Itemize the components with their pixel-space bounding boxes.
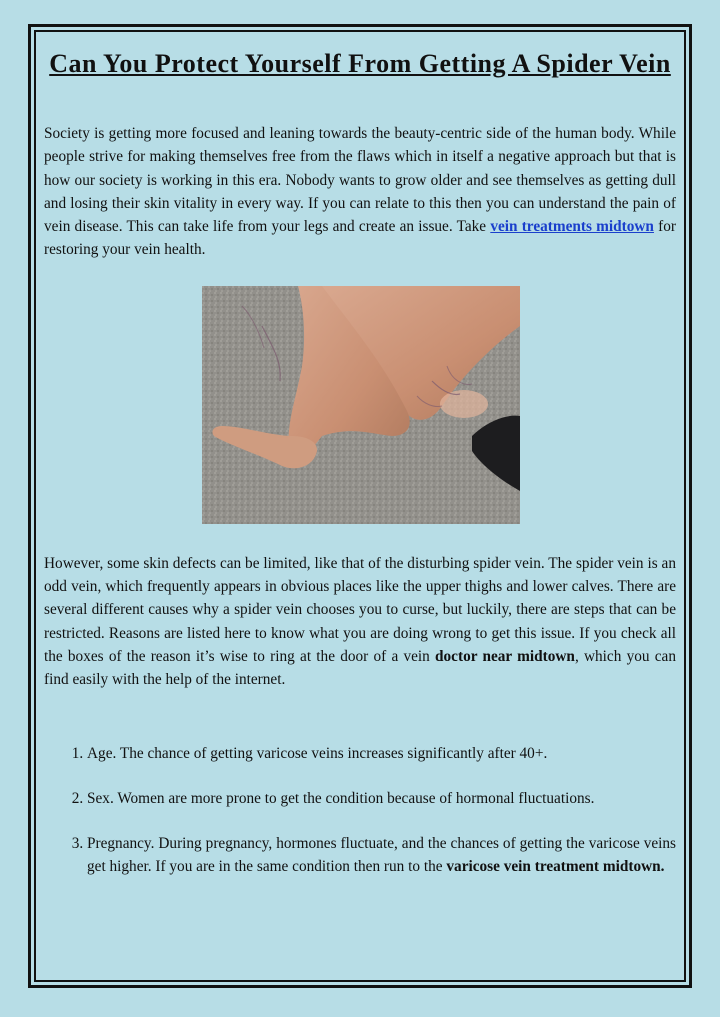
body-paragraph: [44, 552, 676, 692]
leg-with-spider-veins-photo-icon: [202, 286, 520, 524]
list-item: 1. Age. The chance of getting varicose veins increases significantly after 40+.: [87, 742, 676, 765]
list-item: 2. Sex. Women are more prone to get the condition because of hormonal fluctuations.: [87, 787, 676, 810]
body-text-end: , which you can find easily with the help of the internet.: [44, 647, 676, 689]
document-content: [44, 40, 676, 901]
doctor-near-midtown-bold: doctor near midtown: [435, 647, 575, 665]
vein-treatments-link[interactable]: vein treatments midtown: [490, 218, 654, 236]
varicose-vein-treatment-bold: varicose vein treatment midtown.: [446, 858, 665, 876]
intro-text-end: for restoring your vein health.: [44, 218, 676, 259]
list-item: 3. Pregnancy. During pregnancy, hormones fluctuate, and the chances of getting the varicose veins get higher. If you are in the same condition then run to the varicose vein treatment midtown.: [87, 832, 676, 879]
leg-photo: [202, 286, 520, 524]
page-title: Can You Protect Yourself From Getting A Spider Vein: [49, 49, 671, 78]
body-text-start: However, some skin defects can be limited, like that of the disturbing spider vein. The spider vein is an odd vein, which frequently appears in obvious places like the upper thighs and lower calves. There are several different causes why a spider vein chooses you to curse, but luckily, there are steps that can be restricted. Reasons are listed here to know what you are doing wrong to get this issue. If you check all the boxes of the reason it’s wise to ring at the door of a vein: [44, 554, 676, 665]
causes-list: [44, 742, 676, 879]
intro-text-start: Society is getting more focused and leaning towards the beauty-centric side of the human body. While people strive for making themselves free from the flaws which in itself a negative approach but that is how our society is working in this era. Nobody wants to grow older and see themselves as getting dull and losing their skin vitality in every way. If you can relate to this then you can understand the pain of vein disease. This can take life from your legs and create an issue. Take: [44, 125, 676, 236]
intro-paragraph: [44, 122, 676, 262]
